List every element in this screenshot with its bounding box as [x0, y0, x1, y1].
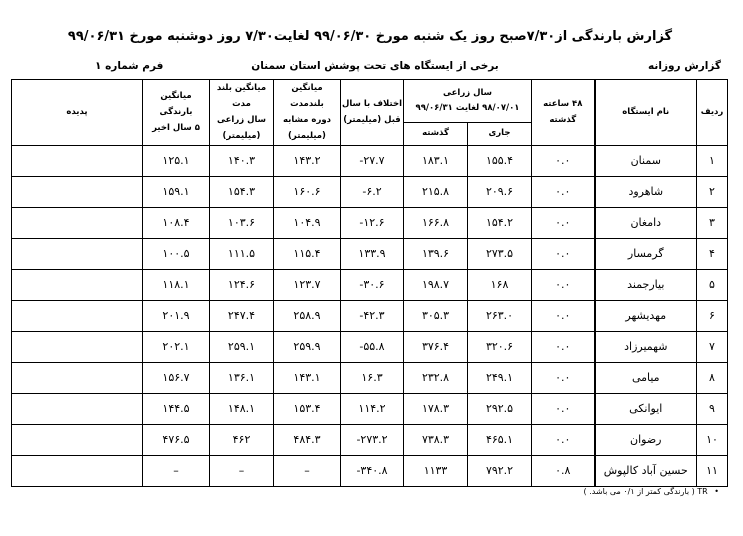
longterm-year: ۱۳۶.۱ — [210, 362, 274, 393]
row-number: ۱ — [697, 145, 728, 176]
header-avg5-line1: میانگین بارندگی — [159, 91, 193, 118]
header-avg5 — [143, 80, 210, 146]
row-number: ۱۰ — [697, 424, 728, 455]
header-diff-line2: قبل (میلیمتر) — [343, 115, 401, 126]
phenomenon — [12, 300, 143, 331]
station-name: مهدیشهر — [595, 300, 697, 331]
header-longterm-year — [210, 80, 274, 146]
past-year: ۱۸۳.۱ — [404, 145, 468, 176]
station-name: بیارجمند — [595, 269, 697, 300]
current-year: ۳۲۰.۶ — [468, 331, 532, 362]
avg-5-year: ۲۰۱.۹ — [143, 300, 210, 331]
phenomenon — [12, 331, 143, 362]
longterm-year: ۴۶۲ — [210, 424, 274, 455]
station-name: رضوان — [595, 424, 697, 455]
current-year: ۲۰۹.۶ — [468, 176, 532, 207]
header-diff — [341, 80, 404, 146]
longterm-period: ۱۲۳.۷ — [274, 269, 341, 300]
rain-48h: ۰.۰ — [532, 362, 595, 393]
header-48h-line2: گذشته — [549, 115, 577, 126]
phenomenon — [12, 424, 143, 455]
past-year: ۱۶۶.۸ — [404, 207, 468, 238]
row-number: ۷ — [697, 331, 728, 362]
avg-5-year: ۱۱۸.۱ — [143, 269, 210, 300]
rain-48h: ۰.۰ — [532, 300, 595, 331]
current-year: ۲۷۳.۵ — [468, 238, 532, 269]
diff-value: ‎-۲۷.۷ — [341, 145, 404, 176]
avg-5-year: – — [143, 455, 210, 486]
rain-48h: ۰.۰ — [532, 424, 595, 455]
header-longterm-period-line2: دوره مشابه — [283, 115, 331, 126]
rain-48h: ۰.۸ — [532, 455, 595, 486]
station-name: دامغان — [595, 207, 697, 238]
longterm-year: – — [210, 455, 274, 486]
station-name: شهمیرزاد — [595, 331, 697, 362]
avg-5-year: ۴۷۶.۵ — [143, 424, 210, 455]
row-number: ۶ — [697, 300, 728, 331]
table-row — [12, 424, 728, 455]
station-name: سمنان — [595, 145, 697, 176]
header-longterm-period-line1: میانگین بلندمدت — [290, 83, 324, 110]
header-diff-line1: اختلاف با سال — [341, 99, 403, 110]
header-phenomenon: پدیده — [12, 80, 143, 146]
table-row — [12, 300, 728, 331]
diff-value: ‎-۴۲.۳ — [341, 300, 404, 331]
header-longterm-year-line3: (میلیمتر) — [222, 131, 261, 142]
past-year: ۱۹۸.۷ — [404, 269, 468, 300]
station-name: حسین آباد کالپوش — [595, 455, 697, 486]
past-year: ۱۷۸.۳ — [404, 393, 468, 424]
phenomenon — [12, 238, 143, 269]
header-row-number: ردیف — [697, 80, 728, 146]
rain-48h: ۰.۰ — [532, 207, 595, 238]
rain-48h: ۰.۰ — [532, 331, 595, 362]
header-crop-year-title: سال زراعی — [443, 88, 492, 99]
longterm-period: ۱۱۵.۴ — [274, 238, 341, 269]
header-48h — [532, 80, 595, 146]
past-year: ۲۳۲.۸ — [404, 362, 468, 393]
diff-value: ‎-۱۲.۶ — [341, 207, 404, 238]
longterm-period: ۱۶۰.۶ — [274, 176, 341, 207]
header-past: گذشته — [404, 123, 468, 145]
current-year: ۴۶۵.۱ — [468, 424, 532, 455]
footnote-text: ( بارندگی کمتر از ۰/۱ می باشد. ) — [583, 487, 695, 496]
longterm-year: ۲۵۹.۱ — [210, 331, 274, 362]
diff-value: ۱۶.۳ — [341, 362, 404, 393]
current-year: ۱۶۸ — [468, 269, 532, 300]
rain-48h: ۰.۰ — [532, 145, 595, 176]
longterm-year: ۱۰۳.۶ — [210, 207, 274, 238]
header-48h-line1: ۴۸ ساعته — [543, 99, 583, 110]
bullet-icon: • — [714, 487, 719, 496]
header-crop-year-range: ۹۸/۰۷/۰۱ لغایت ۹۹/۰۶/۳۱ — [415, 103, 520, 114]
form-number: فرم شماره ۱ — [95, 60, 164, 72]
phenomenon — [12, 393, 143, 424]
station-name: میامی — [595, 362, 697, 393]
header-avg5-line2: ۵ سال اخیر — [152, 123, 200, 134]
longterm-year: ۲۴۷.۴ — [210, 300, 274, 331]
diff-value: ‎-۶.۲ — [341, 176, 404, 207]
phenomenon — [12, 207, 143, 238]
current-year: ۲۹۲.۵ — [468, 393, 532, 424]
diff-value: ‎-۳۰.۶ — [341, 269, 404, 300]
phenomenon — [12, 269, 143, 300]
station-name: شاهرود — [595, 176, 697, 207]
past-year: ۳۷۶.۴ — [404, 331, 468, 362]
rain-48h: ۰.۰ — [532, 238, 595, 269]
row-number: ۳ — [697, 207, 728, 238]
station-name: ایوانکی — [595, 393, 697, 424]
row-number: ۱۱ — [697, 455, 728, 486]
longterm-year: ۱۲۴.۶ — [210, 269, 274, 300]
row-number: ۵ — [697, 269, 728, 300]
longterm-year: ۱۱۱.۵ — [210, 238, 274, 269]
current-year: ۱۵۵.۴ — [468, 145, 532, 176]
avg-5-year: ۱۵۶.۷ — [143, 362, 210, 393]
header-longterm-period-line3: (میلیمتر) — [288, 131, 326, 142]
phenomenon — [12, 362, 143, 393]
rain-48h: ۰.۰ — [532, 176, 595, 207]
avg-5-year: ۱۰۸.۴ — [143, 207, 210, 238]
table-row — [12, 455, 728, 486]
diff-value: ۱۱۴.۲ — [341, 393, 404, 424]
report-title: گزارش بارندگی از۷/۳۰صبح روز یک شنبه مورخ ۹۹/۰۶/۳۰ لغایت۷/۳۰ روز دوشنبه مورخ ۹۹/۰۶/۳۱ — [67, 29, 673, 44]
longterm-year: ۱۴۰.۳ — [210, 145, 274, 176]
avg-5-year: ۱۰۰.۵ — [143, 238, 210, 269]
current-year: ۲۴۹.۱ — [468, 362, 532, 393]
longterm-period: ۲۵۹.۹ — [274, 331, 341, 362]
rain-48h: ۰.۰ — [532, 393, 595, 424]
phenomenon — [12, 176, 143, 207]
phenomenon — [12, 145, 143, 176]
station-name: گرمسار — [595, 238, 697, 269]
row-number: ۹ — [697, 393, 728, 424]
rain-48h: ۰.۰ — [532, 269, 595, 300]
past-year: ۱۱۳۳ — [404, 455, 468, 486]
header-current: جاری — [468, 123, 532, 145]
table-row — [12, 393, 728, 424]
past-year: ۳۰۵.۳ — [404, 300, 468, 331]
header-longterm-year-line2: سال زراعی — [217, 115, 266, 126]
past-year: ۷۳۸.۳ — [404, 424, 468, 455]
current-year: ۷۹۲.۲ — [468, 455, 532, 486]
longterm-period: ۲۵۸.۹ — [274, 300, 341, 331]
past-year: ۲۱۵.۸ — [404, 176, 468, 207]
daily-report-label: گزارش روزانه — [648, 60, 721, 72]
header-longterm-year-line1: میانگین بلند مدت — [216, 83, 267, 110]
diff-value: ۱۳۳.۹ — [341, 238, 404, 269]
longterm-period: ۱۵۳.۴ — [274, 393, 341, 424]
longterm-period: ۱۴۳.۲ — [274, 145, 341, 176]
footnote — [584, 487, 719, 496]
rainfall-table — [11, 79, 728, 487]
longterm-period: ۱۰۴.۹ — [274, 207, 341, 238]
past-year: ۱۳۹.۶ — [404, 238, 468, 269]
table-row — [12, 238, 728, 269]
longterm-period: ۴۸۴.۳ — [274, 424, 341, 455]
avg-5-year: ۱۲۵.۱ — [143, 145, 210, 176]
table-row — [12, 269, 728, 300]
longterm-year: ۱۴۸.۱ — [210, 393, 274, 424]
row-number: ۴ — [697, 238, 728, 269]
current-year: ۱۵۴.۲ — [468, 207, 532, 238]
row-number: ۸ — [697, 362, 728, 393]
longterm-period: ۱۴۳.۱ — [274, 362, 341, 393]
table-row — [12, 176, 728, 207]
avg-5-year: ۱۵۹.۱ — [143, 176, 210, 207]
footnote-label: TR — [697, 487, 708, 496]
header-longterm-period — [274, 80, 341, 146]
diff-value: ‎-۲۷۳.۲ — [341, 424, 404, 455]
header-station-name: نام ایستگاه — [595, 80, 697, 146]
current-year: ۲۶۳.۰ — [468, 300, 532, 331]
phenomenon — [12, 455, 143, 486]
row-number: ۲ — [697, 176, 728, 207]
table-row — [12, 145, 728, 176]
header-crop-year — [404, 80, 532, 123]
longterm-year: ۱۵۴.۳ — [210, 176, 274, 207]
diff-value: ‎-۳۴۰.۸ — [341, 455, 404, 486]
longterm-period: – — [274, 455, 341, 486]
table-row — [12, 207, 728, 238]
table-row — [12, 362, 728, 393]
stations-subtitle: برخی از ایستگاه های تحت پوشش استان سمنان — [251, 60, 499, 72]
diff-value: ‎-۵۵.۸ — [341, 331, 404, 362]
avg-5-year: ۲۰۲.۱ — [143, 331, 210, 362]
avg-5-year: ۱۴۴.۵ — [143, 393, 210, 424]
table-row — [12, 331, 728, 362]
